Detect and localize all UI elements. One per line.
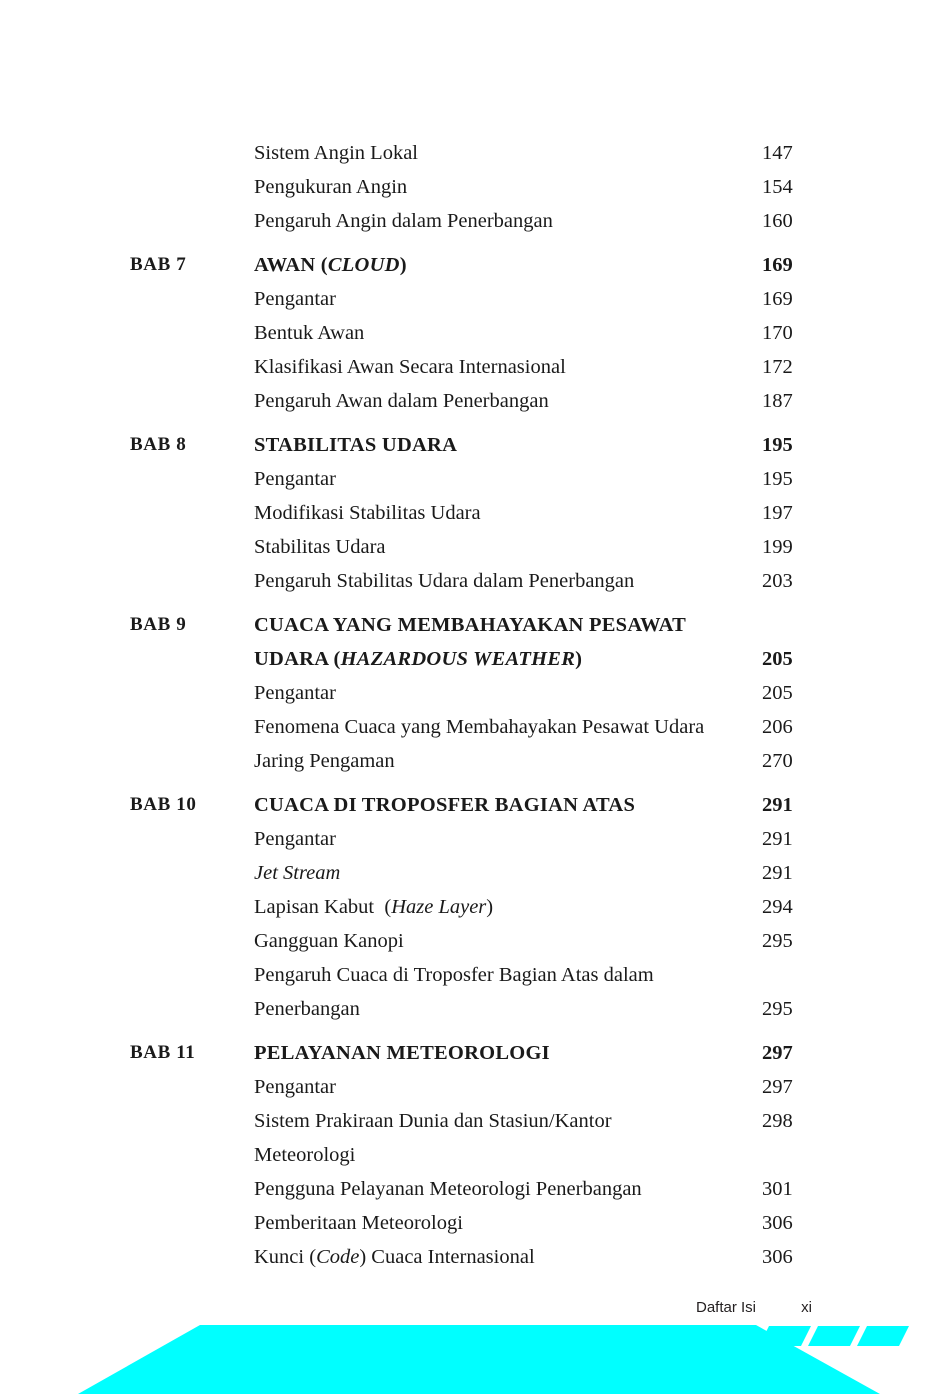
table-of-contents [130, 136, 830, 1274]
toc-entry-row[interactable] [130, 822, 830, 856]
toc-chapter-label [130, 530, 254, 564]
toc-page-number: 205 [762, 648, 793, 670]
toc-chapter-label [130, 170, 254, 204]
toc-entry-title[interactable]: Lapisan Kabut (Haze Layer) [254, 896, 494, 918]
toc-chapter-label: BAB 7 [130, 254, 187, 275]
toc-chapter-row[interactable] [130, 1036, 830, 1070]
toc-page-number: 291 [762, 862, 793, 884]
toc-entry-title[interactable]: Pengantar [254, 288, 336, 310]
toc-chapter-label [130, 1206, 254, 1240]
toc-entry-title[interactable]: Klasifikasi Awan Secara Internasional [254, 356, 566, 378]
toc-page-number: 206 [762, 716, 793, 738]
toc-page-number: 169 [762, 288, 793, 310]
toc-page-number: 297 [762, 1076, 793, 1098]
toc-entry-title[interactable]: Fenomena Cuaca yang Membahayakan Pesawat Udara [254, 716, 705, 738]
toc-chapter-row[interactable] [130, 428, 830, 462]
toc-chapter-label [130, 710, 254, 744]
toc-page-number: 291 [762, 794, 793, 816]
toc-entry-row[interactable] [130, 958, 830, 1026]
toc-chapter-label [130, 1172, 254, 1206]
toc-chapter-label [130, 316, 254, 350]
footer-accent-svg [0, 1304, 951, 1394]
footer-dash-1 [759, 1326, 811, 1346]
toc-chapter-label [130, 282, 254, 316]
toc-page-number: 170 [762, 322, 793, 344]
toc-entry-row[interactable] [130, 856, 830, 890]
toc-chapter-label [130, 958, 254, 1026]
toc-spacer [130, 598, 830, 608]
toc-chapter-label [130, 676, 254, 710]
toc-chapter-label [130, 924, 254, 958]
toc-page-number: 197 [762, 502, 793, 524]
toc-chapter-label [130, 744, 254, 778]
toc-page-number: 160 [762, 210, 793, 232]
toc-entry-title[interactable]: STABILITAS UDARA [254, 434, 458, 456]
footer-dash-3 [857, 1326, 909, 1346]
toc-chapter-label [130, 384, 254, 418]
toc-chapter-label: BAB 10 [130, 794, 197, 815]
toc-entry-title[interactable]: PELAYANAN METEOROLOGI [254, 1042, 550, 1064]
toc-entry-row[interactable] [130, 496, 830, 530]
toc-entry-row[interactable] [130, 316, 830, 350]
toc-entry-row[interactable] [130, 1104, 830, 1172]
toc-chapter-label [130, 350, 254, 384]
toc-page-number: 295 [762, 930, 793, 952]
toc-page-number: 187 [762, 390, 793, 412]
toc-page-number: 295 [762, 998, 793, 1020]
toc-spacer-cell [130, 778, 830, 788]
toc-entry-title[interactable]: Pengantar [254, 1076, 336, 1098]
toc-page-number: 195 [762, 434, 793, 456]
toc-chapter-label [130, 890, 254, 924]
toc-page-number: 199 [762, 536, 793, 558]
toc-chapter-label: BAB 8 [130, 434, 187, 455]
toc-entry-title[interactable]: Gangguan Kanopi [254, 930, 404, 952]
toc-page-number: 147 [762, 142, 793, 164]
toc-chapter-label [130, 1070, 254, 1104]
toc-chapter-label [130, 204, 254, 238]
toc-page-number: 172 [762, 356, 793, 378]
toc-page-number: 195 [762, 468, 793, 490]
toc-chapter-row[interactable] [130, 608, 830, 676]
footer-accent-parallelogram [78, 1325, 880, 1394]
toc-spacer [130, 418, 830, 428]
toc-entry-title[interactable]: Pengantar [254, 468, 336, 490]
toc-entry-title[interactable]: Pengaruh Cuaca di Troposfer Bagian Atas dalam Penerbangan [254, 964, 654, 1020]
toc-entry-title[interactable]: CUACA YANG MEMBAHAYAKAN PESAWAT UDARA (HAZARDOUS WEATHER) [254, 614, 687, 670]
toc-page-number: 154 [762, 176, 793, 198]
toc-entry-title[interactable]: Pemberitaan Meteorologi [254, 1212, 463, 1234]
toc-entry-row[interactable] [130, 462, 830, 496]
toc-page-number: 297 [762, 1042, 793, 1064]
toc-entry-row[interactable] [130, 350, 830, 384]
toc-entry-title[interactable]: Stabilitas Udara [254, 536, 386, 558]
toc-entry-row[interactable] [130, 1240, 830, 1274]
toc-entry-row[interactable] [130, 564, 830, 598]
toc-entry-row[interactable] [130, 676, 830, 710]
toc-entry-title[interactable]: Pengantar [254, 828, 336, 850]
toc-chapter-row[interactable] [130, 788, 830, 822]
toc-spacer-cell [130, 598, 830, 608]
toc-entry-row[interactable] [130, 710, 830, 744]
toc-chapter-label [130, 856, 254, 890]
toc-page-number: 298 [762, 1110, 793, 1132]
toc-chapter-label [130, 496, 254, 530]
toc-chapter-label: BAB 9 [130, 614, 187, 635]
toc-page-number: 294 [762, 896, 793, 918]
toc-chapter-label [130, 1104, 254, 1172]
toc-page-number: 270 [762, 750, 793, 772]
toc-entry-title[interactable]: Sistem Prakiraan Dunia dan Stasiun/Kantor Meteorologi [254, 1110, 612, 1166]
footer-section-label: Daftar Isi [695, 1299, 756, 1316]
toc-entry-row[interactable] [130, 744, 830, 778]
footer-accent-graphic [0, 1304, 951, 1394]
toc-spacer [130, 238, 830, 248]
toc-entry-title[interactable]: Jaring Pengaman [254, 750, 395, 772]
toc-chapter-label [130, 462, 254, 496]
toc-page-number: 205 [762, 682, 793, 704]
toc-chapter-label [130, 136, 254, 170]
toc-chapter-label: BAB 11 [130, 1042, 196, 1063]
toc-chapter-row[interactable] [130, 248, 830, 282]
toc-spacer [130, 1026, 830, 1036]
toc-entry-title[interactable]: Jet Stream [254, 862, 341, 884]
toc-page-number: 203 [762, 570, 793, 592]
toc-page-number: 301 [762, 1178, 793, 1200]
toc-entry-title[interactable]: Modifikasi Stabilitas Udara [254, 502, 481, 524]
toc-entry-row[interactable] [130, 530, 830, 564]
toc-entry-row[interactable] [130, 924, 830, 958]
toc-entry-row[interactable] [130, 384, 830, 418]
toc-entry-title[interactable]: Bentuk Awan [254, 322, 365, 344]
toc-table [130, 136, 830, 1274]
toc-chapter-label [130, 1240, 254, 1274]
footer-page-number: xi [801, 1299, 812, 1316]
toc-entry-row[interactable] [130, 890, 830, 924]
toc-entry-title[interactable]: Pengaruh Awan dalam Penerbangan [254, 390, 549, 412]
toc-entry-title[interactable]: Pengguna Pelayanan Meteorologi Penerbangan [254, 1178, 642, 1200]
toc-page-number: 291 [762, 828, 793, 850]
toc-entry-title[interactable]: Pengantar [254, 682, 336, 704]
toc-chapter-label [130, 564, 254, 598]
toc-entry-row[interactable] [130, 1070, 830, 1104]
toc-body [130, 136, 830, 1274]
toc-entry-title[interactable]: Pengaruh Angin dalam Penerbangan [254, 210, 553, 232]
toc-spacer-cell [130, 1026, 830, 1036]
toc-page-number: 306 [762, 1246, 793, 1268]
toc-spacer-cell [130, 238, 830, 248]
toc-entry-title[interactable]: CUACA DI TROPOSFER BAGIAN ATAS [254, 794, 636, 816]
toc-spacer [130, 778, 830, 788]
footer-dash-2 [808, 1326, 860, 1346]
toc-entry-row[interactable] [130, 1206, 830, 1240]
toc-entry-row[interactable] [130, 282, 830, 316]
toc-entry-row[interactable] [130, 1172, 830, 1206]
toc-spacer-cell [130, 418, 830, 428]
toc-page-number: 169 [762, 254, 793, 276]
toc-entry-title[interactable]: Pengukuran Angin [254, 176, 408, 198]
toc-page-number: 306 [762, 1212, 793, 1234]
page-footer [0, 1284, 951, 1394]
toc-entry-row[interactable] [130, 204, 830, 238]
toc-entry-title[interactable]: AWAN (CLOUD) [254, 254, 407, 276]
toc-entry-row[interactable] [130, 136, 830, 170]
toc-entry-title[interactable]: Sistem Angin Lokal [254, 142, 418, 164]
toc-entry-title[interactable]: Kunci (Code) Cuaca Internasional [254, 1246, 535, 1268]
toc-chapter-label [130, 822, 254, 856]
toc-entry-row[interactable] [130, 170, 830, 204]
toc-entry-title[interactable]: Pengaruh Stabilitas Udara dalam Penerbangan [254, 570, 635, 592]
